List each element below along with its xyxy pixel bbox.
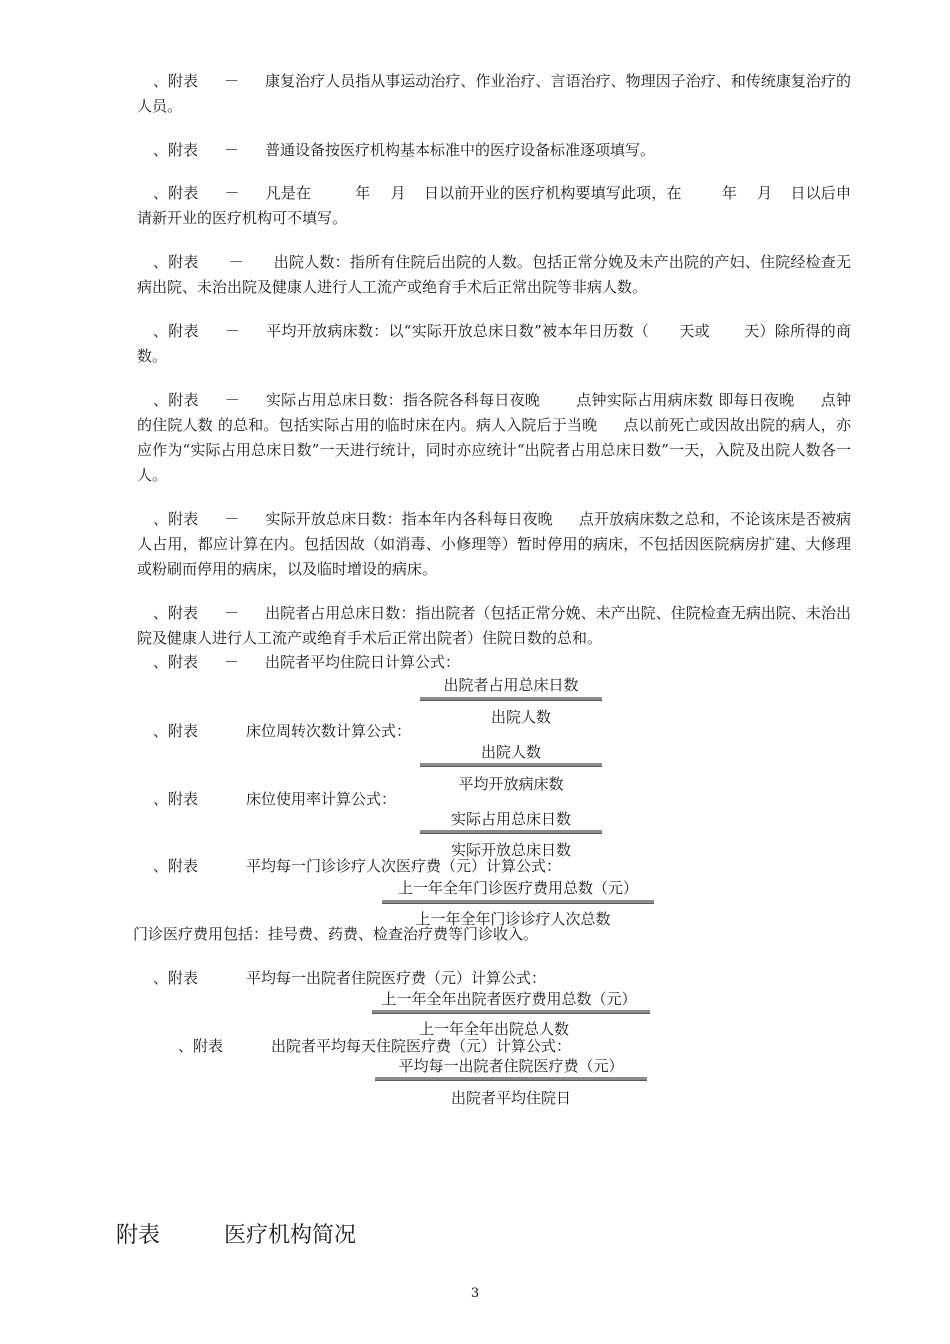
outpatient-cost-note: 门诊医疗费用包括：挂号费、药费、检查治疗费等门诊收入。 xyxy=(133,925,539,943)
note-prefix: 、附表 xyxy=(153,391,199,409)
formula-label: 平均每一出院者住院医疗费（元）计算公式： xyxy=(246,969,547,987)
formula-avg-stay-label xyxy=(153,651,460,672)
note-dash: － xyxy=(224,322,240,340)
formula-turnover-denominator: 平均开放病床数 xyxy=(458,775,564,793)
formula-turnover-numerator: 出院人数 xyxy=(480,743,541,761)
note-text: 普通设备按医疗机构基本标准中的医疗设备标准逐项填写。 xyxy=(265,141,656,159)
note-text: 康复治疗人员指从事运动治疗、作业治疗、言语治疗、物理因子治疗、和传统康复治疗的人员。 xyxy=(137,72,851,115)
formula-prefix: 、附表 xyxy=(153,969,199,987)
section-prefix: 附表 xyxy=(116,1223,161,1248)
fraction-bar xyxy=(372,1010,650,1014)
note-text: 出院人数：指所有住院后出院的人数。包括正常分娩及未产出院的产妇、住院经检查无病出院、未治出院及健康人进行人工流产或绝育手术后正常出院等非病人数。 xyxy=(137,253,851,296)
formula-label: 平均每一门诊诊疗人次医疗费（元）计算公式： xyxy=(246,857,562,875)
note-year: 年 xyxy=(355,184,371,202)
formula-dash: － xyxy=(224,653,240,671)
formula-daily-numerator: 平均每一出院者住院医疗费（元） xyxy=(398,1057,624,1075)
fraction-bar xyxy=(382,900,654,904)
note-rehab-staff xyxy=(137,69,851,119)
note-text: 点钟的住院人数 的总和。包括实际占用的临时床在内。病人入院后于当晚 xyxy=(137,391,851,434)
formula-outpatient-numerator: 上一年全年门诊医疗费用总数（元） xyxy=(397,879,638,897)
formula-prefix: 、附表 xyxy=(153,857,199,875)
formula-avg-stay-numerator: 出院者占用总床日数 xyxy=(443,676,579,694)
note-occupied-bed-days xyxy=(137,388,851,488)
note-discharged-bed-days xyxy=(137,601,851,651)
formula-outpatient-denominator: 上一年全年门诊诊疗人次总数 xyxy=(415,910,611,928)
note-prefix: 、附表 xyxy=(153,72,199,90)
formula-label: 床位使用率计算公式： xyxy=(246,790,397,808)
formula-usage-label xyxy=(153,788,396,809)
note-text: 点开放病床数之总和，不论该床是否被病人占用，都应计算在内。包括因故（如消毒、小修理等）暂时停用的病床，不包括因医院病房扩建、大修理或粉刷而停用的病床，以及临时增设的病床。 xyxy=(137,510,851,578)
note-dash: － xyxy=(224,604,240,622)
note-text: 天或 xyxy=(679,322,710,340)
note-text: 天）除所得的商数。 xyxy=(137,322,851,365)
formula-usage-numerator: 实际占用总床日数 xyxy=(450,810,571,828)
note-general-equipment xyxy=(137,138,851,163)
page-number: 3 xyxy=(470,1286,480,1301)
note-text: 凡是在 xyxy=(265,184,312,202)
formula-label: 床位周转次数计算公式： xyxy=(246,722,412,740)
note-year: 年 xyxy=(721,184,737,202)
note-text: 点钟实际占用病床数 即每日夜晚 xyxy=(576,391,795,409)
formula-label: 出院者平均每天住院医疗费（元）计算公式： xyxy=(271,1037,572,1055)
note-prefix: 、附表 xyxy=(153,604,199,622)
fraction-bar xyxy=(420,697,602,701)
note-month: 月 xyxy=(756,184,773,202)
note-dash: － xyxy=(224,141,240,159)
formula-daily-denominator: 出院者平均住院日 xyxy=(450,1089,571,1107)
note-text: 日以后申请新开业的医疗机构可不填写。 xyxy=(137,184,851,227)
note-prefix: 、附表 xyxy=(153,510,199,528)
formula-avg-stay-denominator: 出院人数 xyxy=(490,708,551,726)
note-prefix: 、附表 xyxy=(153,253,199,271)
formula-prefix: 、附表 xyxy=(153,790,199,808)
note-prefix: 、附表 xyxy=(153,184,199,202)
formula-inpatient-denominator: 上一年全年出院总人数 xyxy=(418,1020,569,1038)
note-text: 点以前死亡或因故出院的病人，亦应作为“实际占用总床日数”一天进行统计，同时亦应统计“出院者占用总床日数”一天，入院及出院人数各一人。 xyxy=(137,416,851,484)
note-month: 月 xyxy=(390,184,406,202)
note-dash: － xyxy=(228,253,244,271)
note-text: 日以前开业的医疗机构要填写此项，在 xyxy=(423,184,682,202)
formula-usage-denominator: 实际开放总床日数 xyxy=(450,841,571,859)
note-opening-date xyxy=(137,181,851,231)
note-text: 实际占用总床日数：指各院各科每日夜晚 xyxy=(265,391,541,409)
formula-label: 出院者平均住院日计算公式： xyxy=(265,653,461,671)
note-dash: － xyxy=(224,510,240,528)
fraction-bar xyxy=(420,763,602,767)
fraction-bar xyxy=(375,1077,647,1081)
section-title: 医疗机构简况 xyxy=(224,1223,357,1248)
formula-daily-label xyxy=(178,1035,571,1056)
note-discharges xyxy=(137,250,851,300)
note-text: 实际开放总床日数：指本年内各科每日夜晚 xyxy=(265,510,553,528)
section-heading xyxy=(116,1218,356,1249)
fraction-bar xyxy=(420,830,602,834)
note-dash: － xyxy=(224,391,240,409)
formula-prefix: 、附表 xyxy=(153,722,199,740)
note-avg-open-beds xyxy=(137,319,851,369)
formula-prefix: 、附表 xyxy=(153,653,199,671)
note-prefix: 、附表 xyxy=(153,141,199,159)
formula-outpatient-label xyxy=(153,855,561,876)
formula-turnover-label xyxy=(153,720,411,741)
note-open-bed-days xyxy=(137,507,851,582)
note-text: 平均开放病床数：以“实际开放总床日数”被本年日历数（ xyxy=(265,322,650,340)
note-prefix: 、附表 xyxy=(153,322,199,340)
note-dash: － xyxy=(224,72,240,90)
note-text: 出院者占用总床日数：指出院者（包括正常分娩、未产出院、住院检查无病出院、未治出院及健康人进行人工流产或绝育手术后正常出院者）住院日数的总和。 xyxy=(137,604,851,647)
formula-prefix: 、附表 xyxy=(178,1037,224,1055)
formula-inpatient-label xyxy=(153,967,546,988)
note-dash: － xyxy=(224,184,240,202)
formula-inpatient-numerator: 上一年全年出院者医疗费用总数（元） xyxy=(381,990,637,1008)
